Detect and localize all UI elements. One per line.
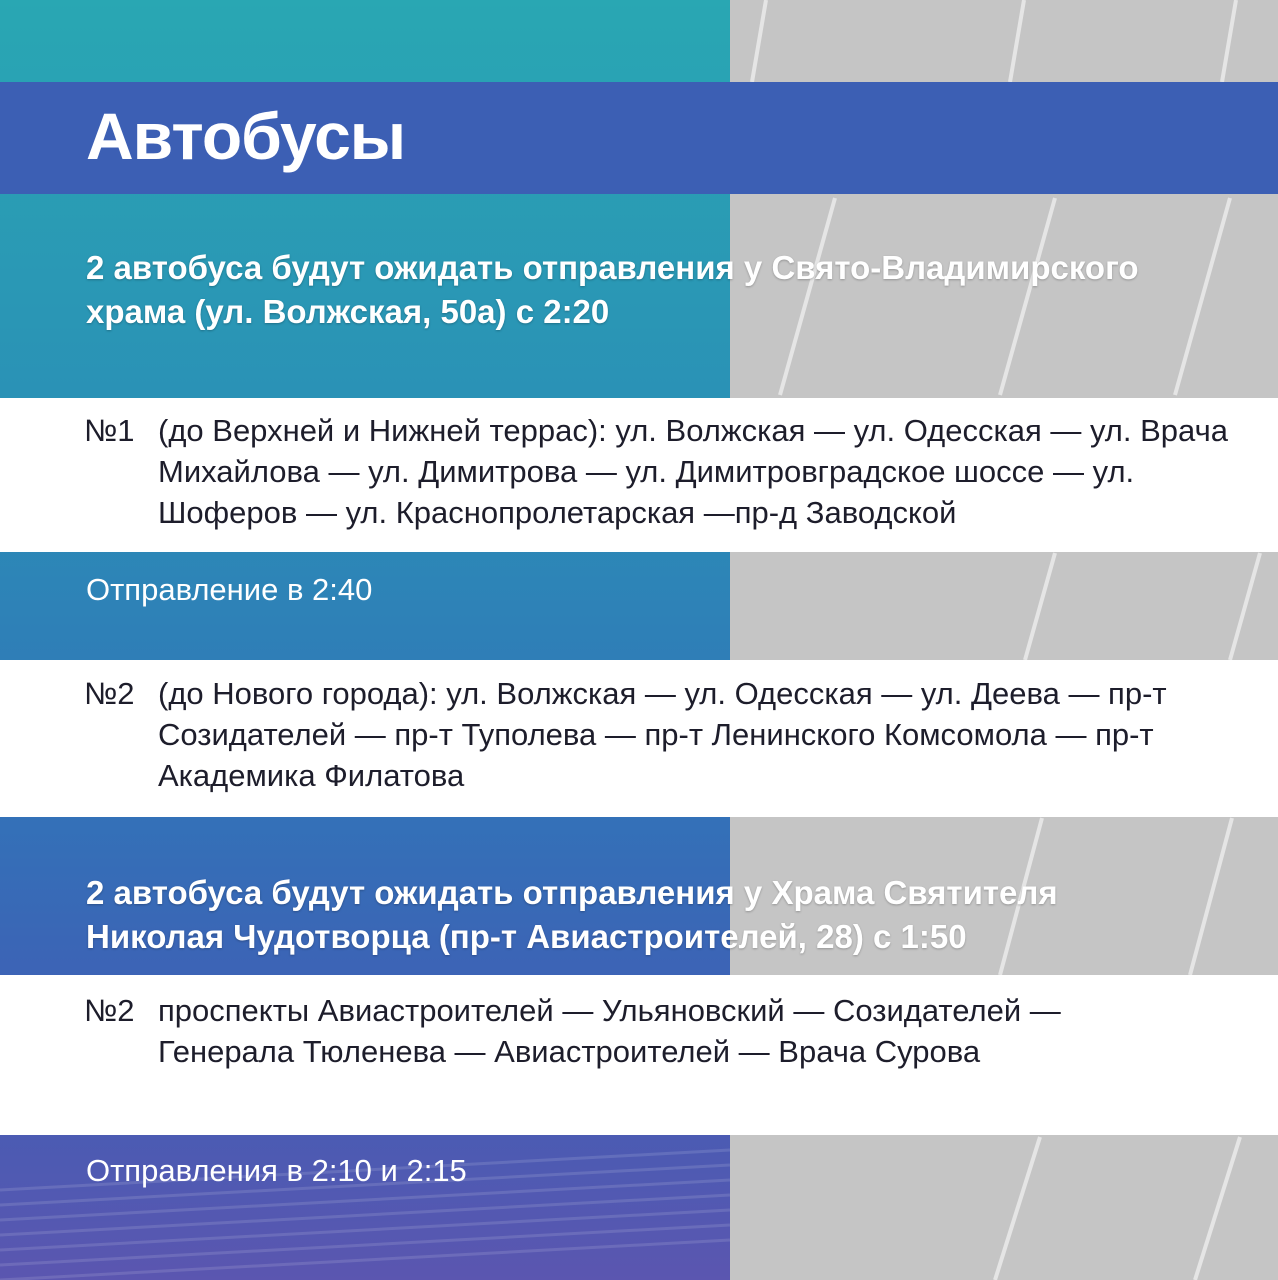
page-title: Автобусы <box>86 99 406 173</box>
departure-time-1: Отправление в 2:40 <box>86 572 373 607</box>
group-intro-2: 2 автобуса будут ожидать отправления у Храма Святителя Николая Чудотворца (пр-т Авиастроителей, 28) с 1:50 <box>86 874 1058 955</box>
route-item-2 <box>84 673 1264 796</box>
route-item-3 <box>84 990 1184 1072</box>
departure-time-2: Отправления в 2:10 и 2:15 <box>86 1153 467 1188</box>
route-item-1 <box>84 410 1264 533</box>
route-path: проспекты Авиастроителей — Ульяновский — Созидателей — Генерала Тюленева — Авиастроителей — Врача Сурова <box>158 993 1061 1069</box>
route-number: №1 <box>84 413 135 448</box>
route-path: (до Нового города): ул. Волжская — ул. Одесская — ул. Деева — пр-т Созидателей — пр-т Туполева — пр-т Ленинского Комсомола — пр-т Академика Филатова <box>158 676 1167 793</box>
group-intro-1: 2 автобуса будут ожидать отправления у Свято-Владимирского храма (ул. Волжская, 50а) с 2:20 <box>86 249 1139 330</box>
route-number: №2 <box>84 676 135 711</box>
route-number: №2 <box>84 993 135 1028</box>
route-path: (до Верхней и Нижней террас): ул. Волжская — ул. Одесская — ул. Врача Михайлова — ул. Димитрова — ул. Димитровградское шоссе — ул. Шоферов — ул. Краснопролетарская —пр-д Заводской <box>158 413 1228 530</box>
